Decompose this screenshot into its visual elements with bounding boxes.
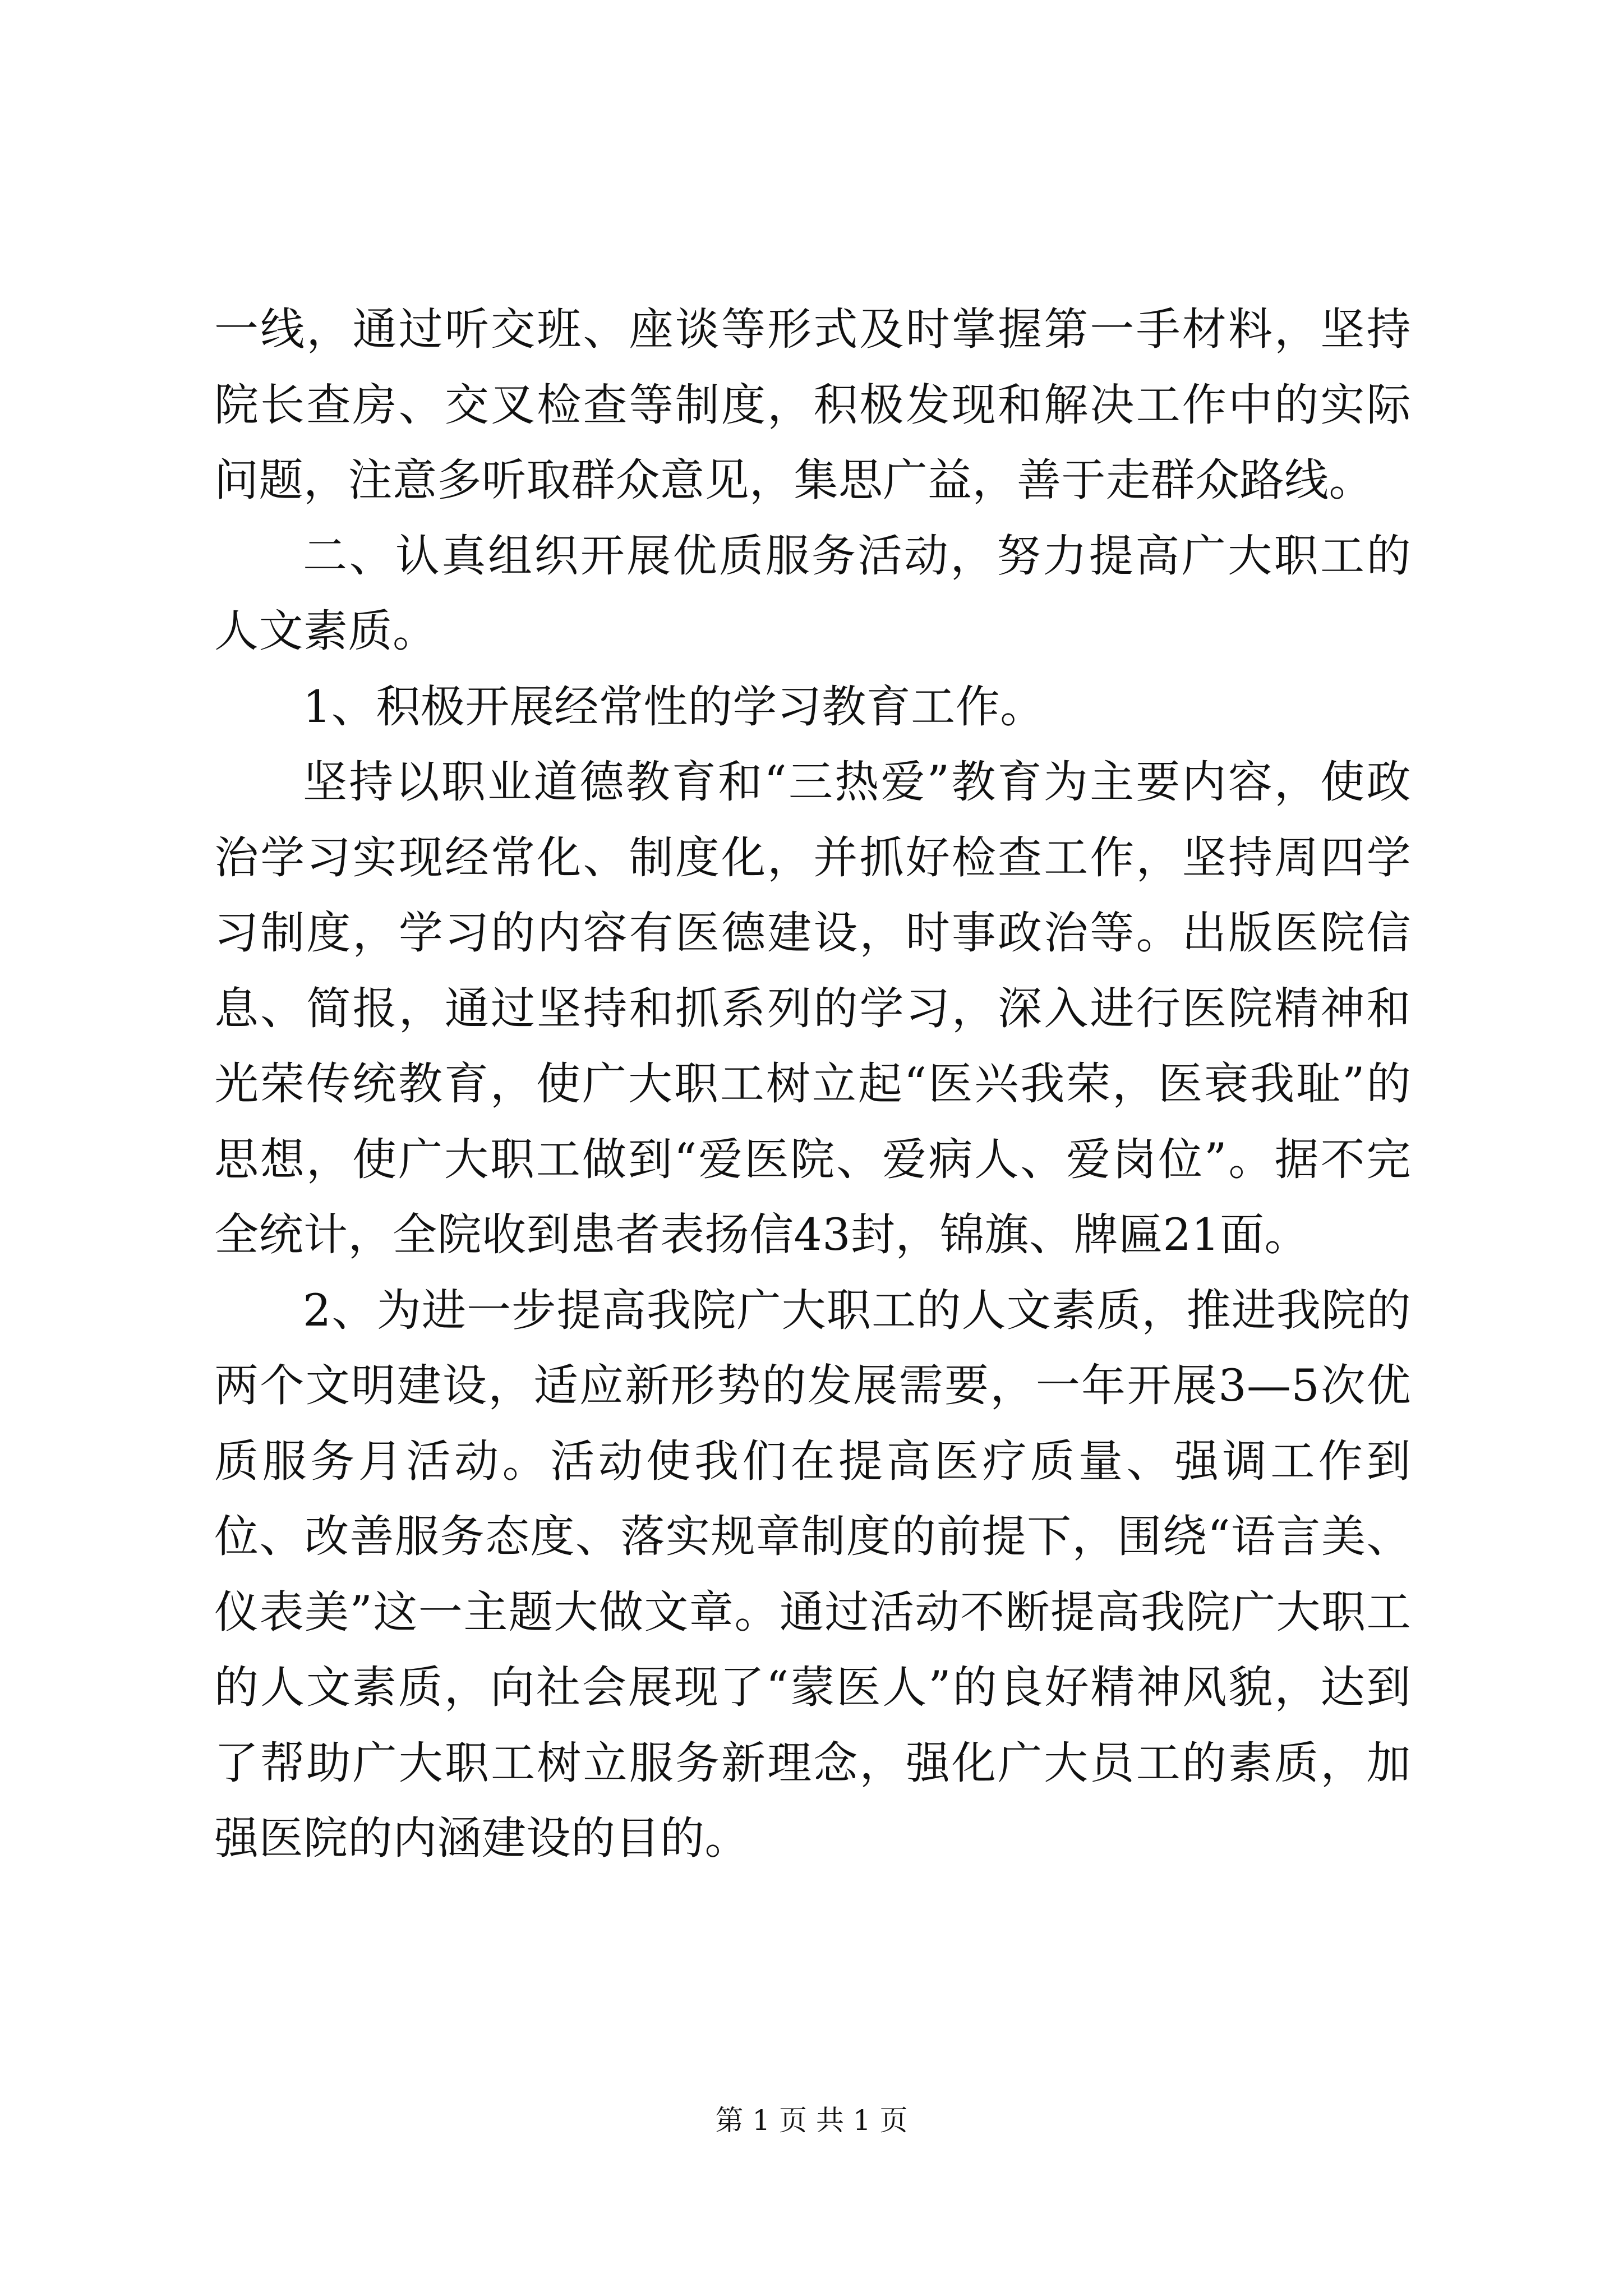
paragraph-continuation: 一线，通过听交班、座谈等形式及时掌握第一手材料，坚持院长查房、交叉检查等制度，积极发现和解决工作中的实际问题，注意多听取群众意见，集思广益，善于走群众路线。 — [214, 303, 1411, 506]
paragraph-quality-service: 2、为进一步提高我院广大职工的人文素质，推进我院的两个文明建设，适应新形势的发展需要，一年开展3—5次优质服务月活动。活动使我们在提高医疗质量、强调工作到位、改善服务态度、落实规章制度的前提下，围绕“语言美、仪表美”这一主题大做文章。通过活动不断提高我院广大职工的人文素质，向社会展现了“蒙医人”的良好精神风貌，达到了帮助广大职工树立服务新理念，强化广大员工的素质，加强医院的内涵建设的目的。 — [214, 1284, 1411, 1864]
document-body — [214, 292, 1411, 1876]
page-footer: 第 1 页 共 1 页 — [715, 2104, 908, 2137]
section-heading-2: 二、认真组织开展优质服务活动，努力提高广大职工的人文素质。 — [214, 530, 1411, 657]
paragraph-study-education: 坚持以职业道德教育和“三热爱”教育为主要内容，使政治学习实现经常化、制度化，并抓好检查工作，坚持周四学习制度，学习的内容有医德建设，时事政治等。出版医院信息、简报，通过坚持和抓系列的学习，深入进行医院精神和光荣传统教育，使广大职工树立起“医兴我荣，医衰我耻”的思想，使广大职工做到“爱医院、爱病人、爱岗位”。据不完全统计，全院收到患者表扬信43封，锦旗、牌匾21面。 — [214, 756, 1411, 1260]
subsection-heading-1: 1、积极开展经常性的学习教育工作。 — [303, 680, 1045, 733]
